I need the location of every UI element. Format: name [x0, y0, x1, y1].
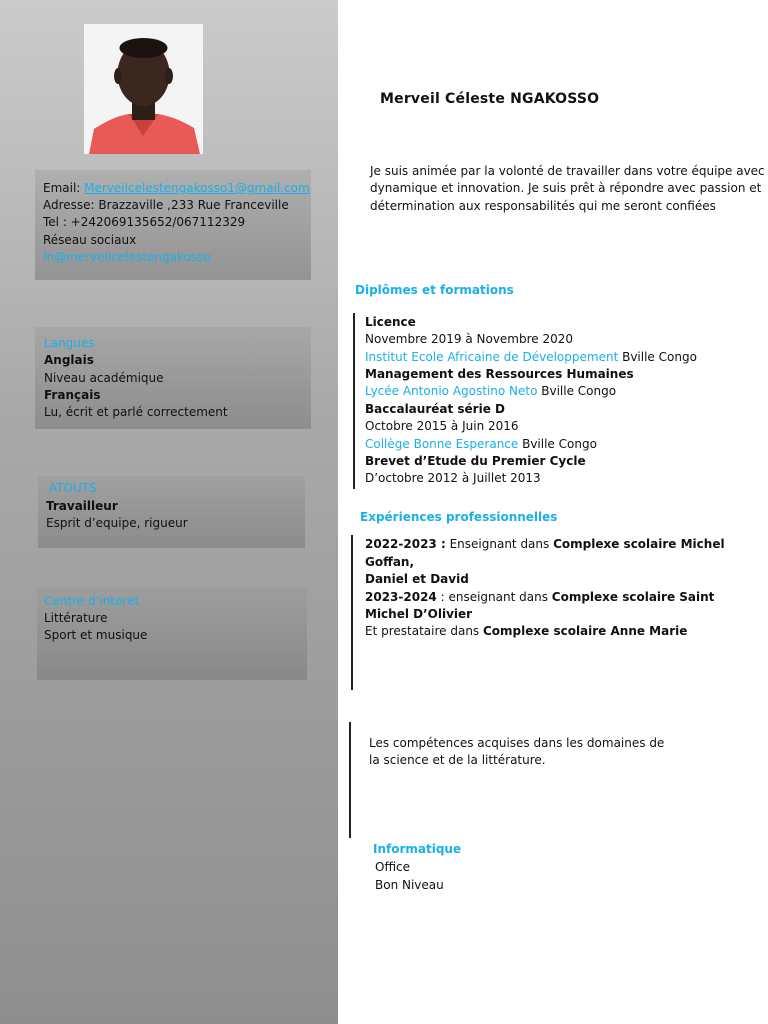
profile-line: Je suis animée par la volonté de travailler dans votre équipe avec: [370, 164, 765, 178]
experiences-title: Expériences professionnelles: [360, 510, 558, 524]
bac-school-row: [365, 383, 616, 400]
bac-dates: Octobre 2015 à Juin 2016: [365, 419, 519, 433]
experience-row: [365, 536, 725, 553]
interets-title: Centre d’interet: [44, 594, 140, 608]
phone-text: Tel : +242069135652/067112329: [43, 215, 246, 229]
language-level: Niveau académique: [44, 371, 164, 385]
informatique-level: Bon Niveau: [375, 878, 444, 892]
interet-item: Littérature: [44, 611, 108, 625]
experience-school-cont: Michel D’Olivier: [365, 607, 473, 621]
interets-box: [37, 588, 307, 680]
social-label: Réseau sociaux: [43, 233, 137, 247]
section-divider: [353, 313, 355, 489]
profile-line: dynamique et innovation. Je suis prêt à répondre avec passion et: [370, 181, 762, 195]
section-divider: [351, 535, 353, 690]
experience-years: 2023-2024: [365, 590, 437, 604]
contact-box: [35, 170, 311, 280]
candidate-name: Merveil Céleste NGAKOSSO: [380, 91, 600, 107]
brevet-school: Collège Bonne Esperance: [365, 437, 519, 451]
licence-title: Licence: [365, 315, 416, 329]
licence-city: Bville Congo: [618, 350, 697, 364]
diplomes-title: Diplômes et formations: [355, 283, 514, 297]
email-label: Email:: [43, 181, 85, 195]
profile-photo: [84, 24, 203, 154]
brevet-title: Brevet d’Etude du Premier Cycle: [365, 454, 586, 468]
langues-title: Langues: [44, 336, 95, 350]
experience-row: [365, 623, 687, 640]
experience-school: Complexe scolaire Anne Marie: [482, 624, 688, 638]
section-divider: [349, 722, 351, 838]
address-text: Adresse: Brazzaville ,233 Rue Franceville: [43, 198, 289, 212]
competences-line: la science et de la littérature.: [369, 753, 546, 767]
email-link[interactable]: Merveilcelestengakosso1@gmail.com: [84, 181, 310, 195]
licence-school-row: [365, 349, 697, 366]
informatique-title: Informatique: [373, 842, 462, 856]
sidebar: [0, 0, 338, 1024]
licence-dates: Novembre 2019 à Novembre 2020: [365, 332, 574, 346]
experience-role: : enseignant dans: [436, 590, 552, 604]
social-link[interactable]: In@merveilcelestengakosso: [43, 250, 211, 264]
brevet-school-row: [365, 436, 597, 453]
bac-city: Bville Congo: [537, 384, 617, 398]
experience-role: Et prestataire dans: [365, 624, 483, 638]
licence-school: Institut Ecole Africaine de Développement: [365, 350, 619, 364]
competences-line: Les compétences acquises dans les domaines de: [369, 736, 665, 750]
atout-detail: Esprit d’equipe, rigueur: [46, 516, 188, 530]
brevet-city: Bville Congo: [518, 437, 597, 451]
bac-title: Baccalauréat série D: [365, 402, 505, 416]
profile-line: détermination aux responsabilités qui me seront confiées: [370, 199, 716, 213]
experience-years: 2022-2023 :: [365, 537, 446, 551]
experience-school-cont: Goffan,: [365, 555, 415, 569]
brevet-dates: D’octobre 2012 à Juillet 2013: [365, 471, 541, 485]
licence-field: Management des Ressources Humaines: [365, 367, 634, 381]
language-name: Anglais: [44, 353, 94, 367]
experience-school: Complexe scolaire Michel: [553, 537, 725, 551]
language-level: Lu, écrit et parlé correctement: [44, 405, 228, 419]
email-row: [43, 180, 310, 197]
experience-role: Enseignant dans: [445, 537, 554, 551]
language-name: Français: [44, 388, 101, 402]
interet-item: Sport et musique: [44, 628, 148, 642]
langues-box: [35, 327, 311, 429]
experience-school: Complexe scolaire Saint: [551, 590, 715, 604]
atouts-title: ATOUTS: [49, 481, 97, 495]
experience-school-cont: Daniel et David: [365, 572, 469, 586]
informatique-item: Office: [375, 860, 411, 874]
atout-heading: Travailleur: [46, 499, 118, 513]
atouts-box: [38, 476, 305, 548]
bac-school: Lycée Antonio Agostino Neto: [365, 384, 538, 398]
experience-row: [365, 589, 714, 606]
